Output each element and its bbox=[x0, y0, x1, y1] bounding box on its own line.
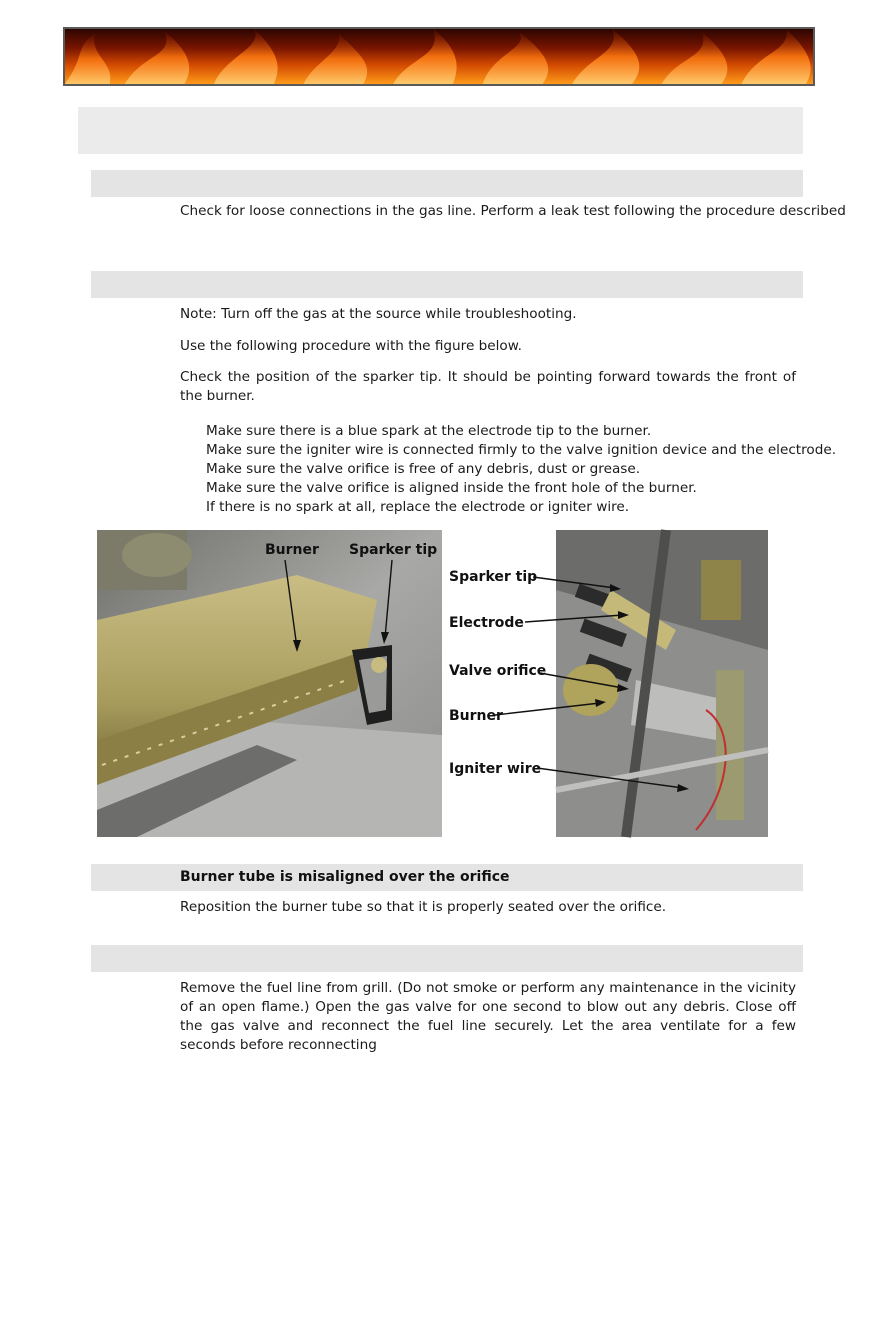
callout-label-valve-orifice: Valve orifice bbox=[449, 663, 547, 679]
checklist bbox=[206, 422, 836, 517]
burner-photo-annotations bbox=[97, 530, 442, 837]
list-item: If there is no spark at all, replace the electrode or igniter wire. bbox=[206, 499, 630, 515]
arrow-head bbox=[610, 584, 621, 592]
callout-arrow bbox=[385, 560, 392, 638]
note-text: Note: Turn off the gas at the source while troubleshooting. bbox=[180, 306, 577, 322]
list-item: Make sure there is a blue spark at the electrode tip to the burner. bbox=[206, 423, 652, 439]
callout-arrow bbox=[533, 577, 615, 588]
note-text: Use the following procedure with the figure below. bbox=[180, 338, 522, 354]
arrow-head bbox=[618, 611, 629, 619]
callout-arrow bbox=[540, 673, 623, 688]
callout-label-sparker-tip: Sparker tip bbox=[349, 542, 438, 558]
list-item: Make sure the valve orifice is free of any debris, dust or grease. bbox=[206, 461, 641, 477]
callout-label-igniter-wire: Igniter wire bbox=[449, 761, 542, 777]
callout-label-burner: Burner bbox=[265, 542, 319, 558]
arrow-head bbox=[617, 684, 629, 692]
section-heading-bar bbox=[91, 864, 803, 891]
section-body: Remove the fuel line from grill. (Do not smoke or perform any maintenance in the vicinity of an open flame.) Open the gas valve for one second to blow out any debris. Close off the gas valve and reconnect the fuel line securely. Let the area ventilate for a few seconds before reconnecting bbox=[180, 980, 796, 1053]
arrow-head bbox=[293, 640, 301, 652]
section-heading: Burner tube is misaligned over the orifice bbox=[180, 869, 510, 885]
section-body: Reposition the burner tube so that it is properly seated over the orifice. bbox=[180, 899, 667, 915]
callout-label-burner: Burner bbox=[449, 708, 503, 724]
section-heading-bar bbox=[91, 945, 803, 972]
section-title-box bbox=[78, 107, 803, 154]
callout-arrow bbox=[285, 560, 297, 648]
list-item: Make sure the igniter wire is connected firmly to the valve ignition device and the electrode. bbox=[206, 442, 837, 458]
callout-label-electrode: Electrode bbox=[449, 615, 524, 631]
section-heading-bar bbox=[91, 271, 803, 298]
section-heading-bar bbox=[91, 170, 803, 197]
callout-arrow bbox=[525, 615, 623, 622]
arrow-head bbox=[677, 784, 689, 792]
callout-label-sparker-tip: Sparker tip bbox=[449, 569, 538, 585]
list-item: Make sure the valve orifice is aligned inside the front hole of the burner. bbox=[206, 480, 697, 496]
valve-photo-annotations bbox=[445, 560, 795, 820]
section-body: Check for loose connections in the gas line. Perform a leak test following the procedure described bbox=[180, 203, 846, 219]
arrow-head bbox=[595, 699, 606, 707]
note-text: Check the position of the sparker tip. It should be pointing forward towards the front of the burner. bbox=[180, 369, 796, 404]
callout-arrow bbox=[537, 768, 683, 788]
callout-arrow bbox=[495, 703, 600, 715]
flame-header-banner bbox=[63, 27, 815, 86]
arrow-head bbox=[381, 632, 389, 644]
